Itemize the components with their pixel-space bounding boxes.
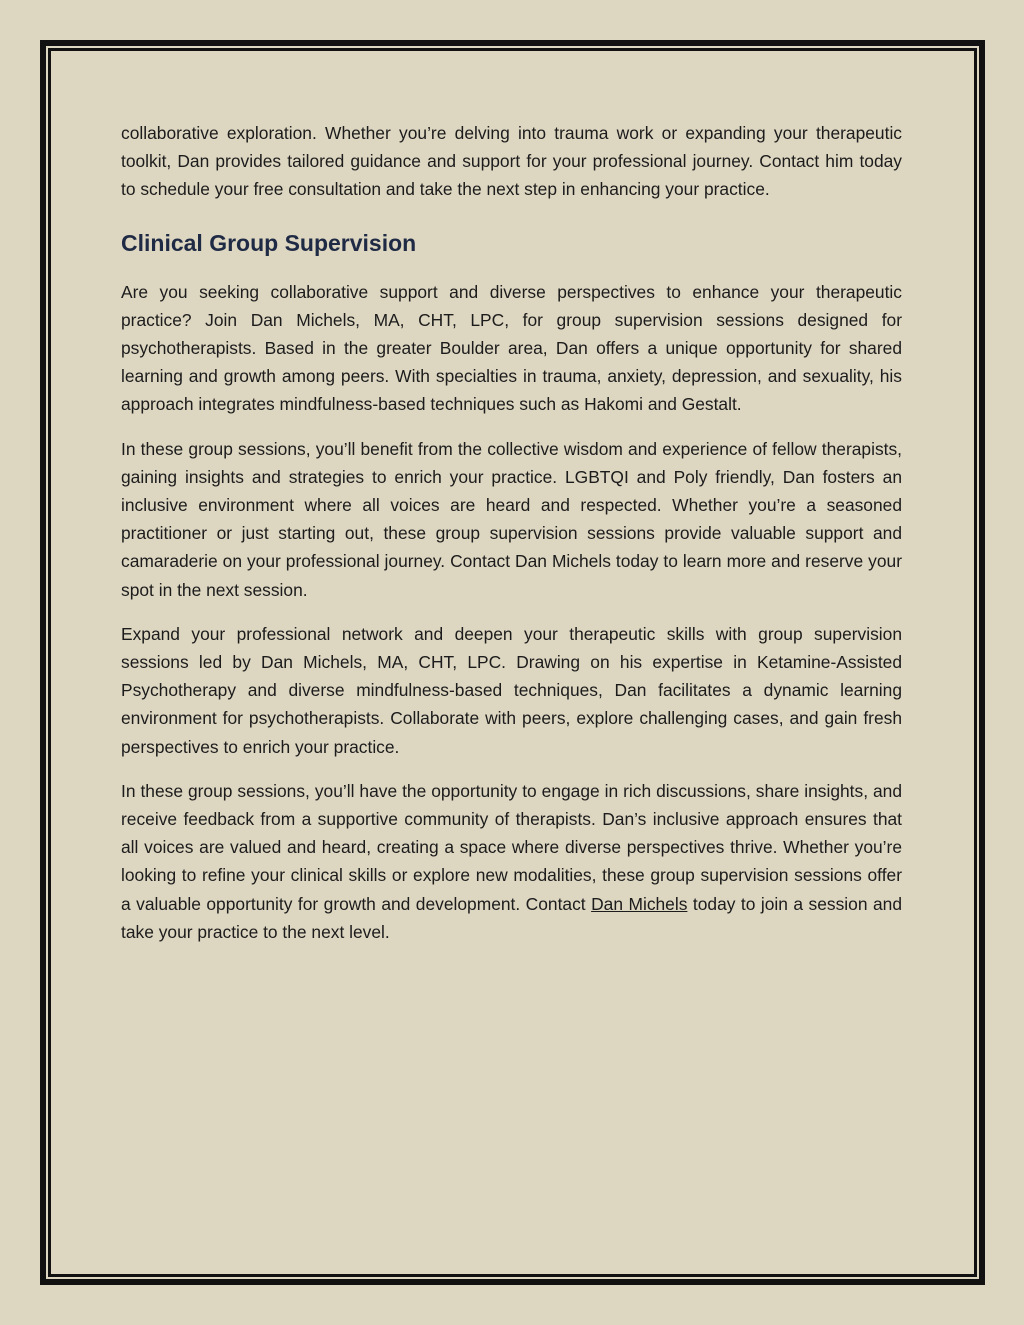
paragraph-2: In these group sessions, you’ll benefit from the collective wisdom and experience of fellow therapists, gaining insights and strategies to enrich your practice. LGBTQI and Poly friendly, Dan fosters an inclusive environment where all voices are heard and respected. Whether you’re a seasoned practitioner or just starting out, these group supervision sessions provide valuable support and camaraderie on your professional journey. Contact Dan Michels today to learn more and reserve your spot in the next session. (121, 438, 902, 600)
paragraph-1: Are you seeking collaborative support and diverse perspectives to enhance your therapeutic practice? Join Dan Michels, MA, CHT, LPC, for group supervision sessions designed for psychotherapists. Based in the greater Boulder area, Dan offers a unique opportunity for shared learning and growth among peers. With specialties in trauma, anxiety, depression, and sexuality, his approach integrates mindfulness-based techniques such as Hakomi and Gestalt. (121, 281, 902, 415)
dan-michels-link[interactable]: Dan Michels (591, 893, 688, 914)
paragraph-3: Expand your professional network and deepen your therapeutic skills with group supervision sessions led by Dan Michels, MA, CHT, LPC. Drawing on his expertise in Ketamine-Assisted Psychotherapy and diverse mindfulness-based techniques, Dan facilitates a dynamic learning environment for psychotherapists. Collaborate with peers, explore challenging cases, and gain fresh perspectives to enrich your practice. (121, 623, 902, 757)
intro-paragraph: collaborative exploration. Whether you’re delving into trauma work or expanding your therapeutic toolkit, Dan provides tailored guidance and support for your professional journey. Contact him today to schedule your free consultation and take the next step in enhancing your practice. (121, 123, 902, 200)
section-heading: Clinical Group Supervision (121, 229, 417, 256)
paragraph-4-text-start: In these group sessions, you’ll have the opportunity to engage in rich discussions, share insights, and receive feedback from a supportive community of therapists. Dan’s inclusive approach ensures that all voices are valued and heard, creating a space where diverse perspectives thrive. Whether you’re looking to refine your clinical skills or explore new modalities, these group supervision sessions offer a valuable opportunity for growth and development. Contact (121, 780, 902, 914)
paragraph-4-text-end: today to join a session and take your practice to the next level. (121, 893, 902, 942)
document-body (121, 119, 902, 962)
paragraph-4 (121, 777, 902, 946)
